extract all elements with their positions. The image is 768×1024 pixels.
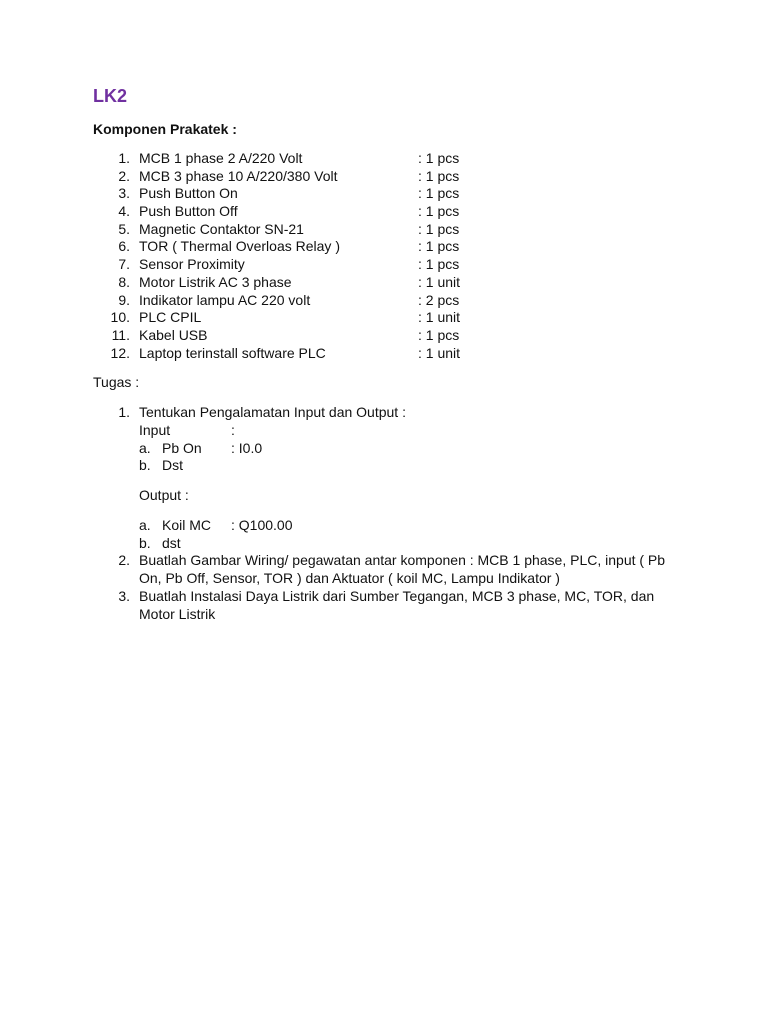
item-number: 8.	[118, 273, 130, 290]
task-text-line: Buatlah Instalasi Daya Listrik dari Sumber Tegangan, MCB 3 phase, MC, TOR, dan	[139, 588, 655, 604]
item-number: 10.	[110, 309, 130, 326]
output-name: Koil MC	[162, 517, 212, 533]
item-number: 3.	[118, 185, 130, 202]
item-name: MCB 1 phase 2 A/220 Volt	[139, 150, 303, 166]
output-address: : Q100.00	[231, 517, 293, 533]
item-name: MCB 3 phase 10 A/220/380 Volt	[139, 167, 338, 184]
item-quantity: : 1 pcs	[418, 203, 460, 220]
output-name: dst	[162, 535, 181, 551]
list-item	[0, 309, 768, 327]
output-label: Output :	[139, 487, 189, 503]
list-item	[0, 168, 768, 186]
components-heading: Komponen Prakatek :	[93, 121, 237, 137]
item-quantity: : 1 pcs	[418, 220, 460, 237]
list-item	[0, 203, 768, 221]
input-address: : I0.0	[231, 440, 263, 456]
item-quantity: : 1 pcs	[418, 185, 460, 202]
list-item	[0, 292, 768, 310]
input-colon: :	[231, 422, 235, 438]
item-number: 7.	[118, 256, 130, 273]
item-quantity: : 1 unit	[418, 309, 461, 326]
task-text-line: Buatlah Gambar Wiring/ pegawatan antar komponen : MCB 1 phase, PLC, input ( Pb	[139, 552, 666, 568]
item-name: Push Button On	[139, 185, 238, 202]
item-number: 12.	[110, 344, 130, 361]
item-quantity: : 1 pcs	[418, 150, 460, 166]
item-quantity: : 1 unit	[418, 344, 461, 361]
item-number: 5.	[118, 220, 130, 237]
list-item	[0, 256, 768, 274]
tasks-heading: Tugas :	[93, 374, 140, 390]
list-item	[0, 150, 768, 168]
task-number: 2.	[118, 552, 130, 568]
input-name: Dst	[162, 457, 183, 473]
task-number: 3.	[118, 588, 130, 604]
task-text-line: On, Pb Off, Sensor, TOR ) dan Aktuator ( koil MC, Lampu Indikator )	[139, 570, 560, 586]
input-letter: b.	[139, 457, 151, 473]
item-quantity: : 1 pcs	[418, 238, 460, 255]
item-name: Laptop terinstall software PLC	[139, 344, 326, 361]
item-quantity: : 1 unit	[418, 273, 461, 290]
page-title: LK2	[93, 86, 128, 106]
item-number: 4.	[118, 203, 130, 220]
item-number: 6.	[118, 238, 130, 255]
task-number: 1.	[118, 404, 130, 420]
output-letter: a.	[139, 517, 151, 533]
input-label: Input	[139, 422, 171, 438]
item-quantity: : 2 pcs	[418, 291, 460, 308]
item-name: Indikator lampu AC 220 volt	[139, 291, 311, 308]
item-name: TOR ( Thermal Overloas Relay )	[139, 238, 340, 255]
item-number: 1.	[118, 150, 130, 166]
task-text: Tentukan Pengalamatan Input dan Output :	[139, 404, 406, 420]
task-text-line: Motor Listrik	[139, 606, 216, 622]
list-item	[0, 185, 768, 203]
item-name: Kabel USB	[139, 326, 208, 343]
item-number: 2.	[118, 167, 130, 184]
item-quantity: : 1 pcs	[418, 167, 460, 184]
components-list	[0, 150, 768, 362]
item-name: Sensor Proximity	[139, 256, 245, 273]
item-number: 9.	[118, 291, 130, 308]
item-name: Push Button Off	[139, 203, 238, 220]
input-name: Pb On	[162, 440, 202, 456]
item-name: Motor Listrik AC 3 phase	[139, 273, 292, 290]
list-item	[0, 274, 768, 292]
item-name: PLC CPIL	[139, 309, 202, 326]
output-letter: b.	[139, 535, 151, 551]
list-item	[0, 327, 768, 345]
item-quantity: : 1 pcs	[418, 256, 460, 273]
list-item	[0, 238, 768, 256]
item-number: 11.	[111, 326, 130, 343]
list-item	[0, 221, 768, 239]
item-quantity: : 1 pcs	[418, 326, 460, 343]
item-name: Magnetic Contaktor SN-21	[139, 220, 304, 237]
input-letter: a.	[139, 440, 151, 456]
list-item	[0, 345, 768, 363]
